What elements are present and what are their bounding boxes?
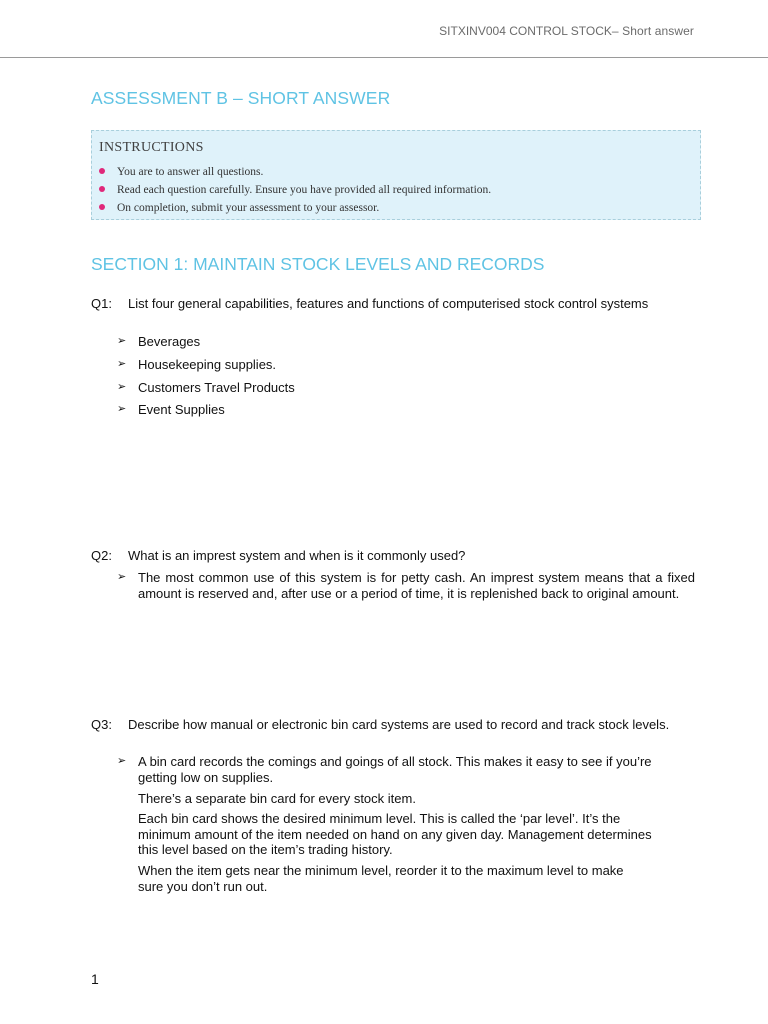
instruction-text: On completion, submit your assessment to your assessor.: [117, 202, 380, 214]
answer-paragraph: Each bin card shows the desired minimum level. This is called the ‘par level’. It’s the minimum amount of the item needed on hand on any given day. Management determines this level based on the item’s trading history.: [138, 811, 652, 857]
answer-text: Beverages: [138, 334, 201, 349]
instruction-text: Read each question carefully. Ensure you have provided all required information.: [117, 184, 492, 196]
arrow-bullet-icon: ➢: [117, 403, 127, 415]
answer-text: A bin card records the comings and goings of all stock. This makes it easy to see if you’re getting low on supplies.: [138, 754, 652, 785]
section-title: SECTION 1: MAINTAIN STOCK LEVELS AND RECORDS: [91, 254, 545, 274]
header-suffix: – Short answer: [611, 24, 694, 38]
arrow-bullet-icon: ➢: [117, 335, 127, 347]
header-text: [439, 24, 694, 38]
instructions-list: [99, 165, 491, 219]
answer-text: Customers Travel Products: [138, 380, 295, 395]
instructions-box: [91, 130, 701, 220]
arrow-bullet-icon: ➢: [117, 358, 127, 370]
answer-text: The most common use of this system is for petty cash. An imprest system means that a fixed amount is reserved and, after use or a period of time, it is replenished back to original amount.: [138, 570, 695, 601]
answer-text: Event Supplies: [138, 402, 225, 417]
answer-paragraph: There’s a separate bin card for every stock item.: [138, 791, 416, 806]
arrow-bullet-icon: ➢: [117, 755, 127, 767]
instruction-item: [99, 201, 491, 219]
instruction-item: [99, 183, 491, 201]
bullet-icon: [99, 186, 105, 192]
question-text: List four general capabilities, features and functions of computerised stock control systems: [128, 296, 649, 311]
assessment-title: ASSESSMENT B – SHORT ANSWER: [91, 88, 391, 108]
bullet-icon: [99, 168, 105, 174]
question-number: Q1:: [91, 296, 112, 311]
bullet-icon: [99, 204, 105, 210]
header-code: SITXINV004 CONTROL STOCK: [439, 24, 612, 38]
answer-paragraph: When the item gets near the minimum level, reorder it to the maximum level to make sure you don’t run out.: [138, 863, 624, 894]
question-text: What is an imprest system and when is it commonly used?: [128, 548, 466, 563]
instruction-item: [99, 165, 491, 183]
instructions-heading: INSTRUCTIONS: [99, 140, 204, 155]
page-header: [0, 0, 768, 58]
question-number: Q2:: [91, 548, 112, 563]
question-number: Q3:: [91, 717, 112, 732]
instruction-text: You are to answer all questions.: [117, 166, 264, 178]
page-number: 1: [91, 971, 99, 987]
arrow-bullet-icon: ➢: [117, 381, 127, 393]
arrow-bullet-icon: ➢: [117, 571, 127, 583]
question-text: Describe how manual or electronic bin card systems are used to record and track stock levels.: [128, 717, 670, 732]
answer-text: Housekeeping supplies.: [138, 357, 277, 372]
